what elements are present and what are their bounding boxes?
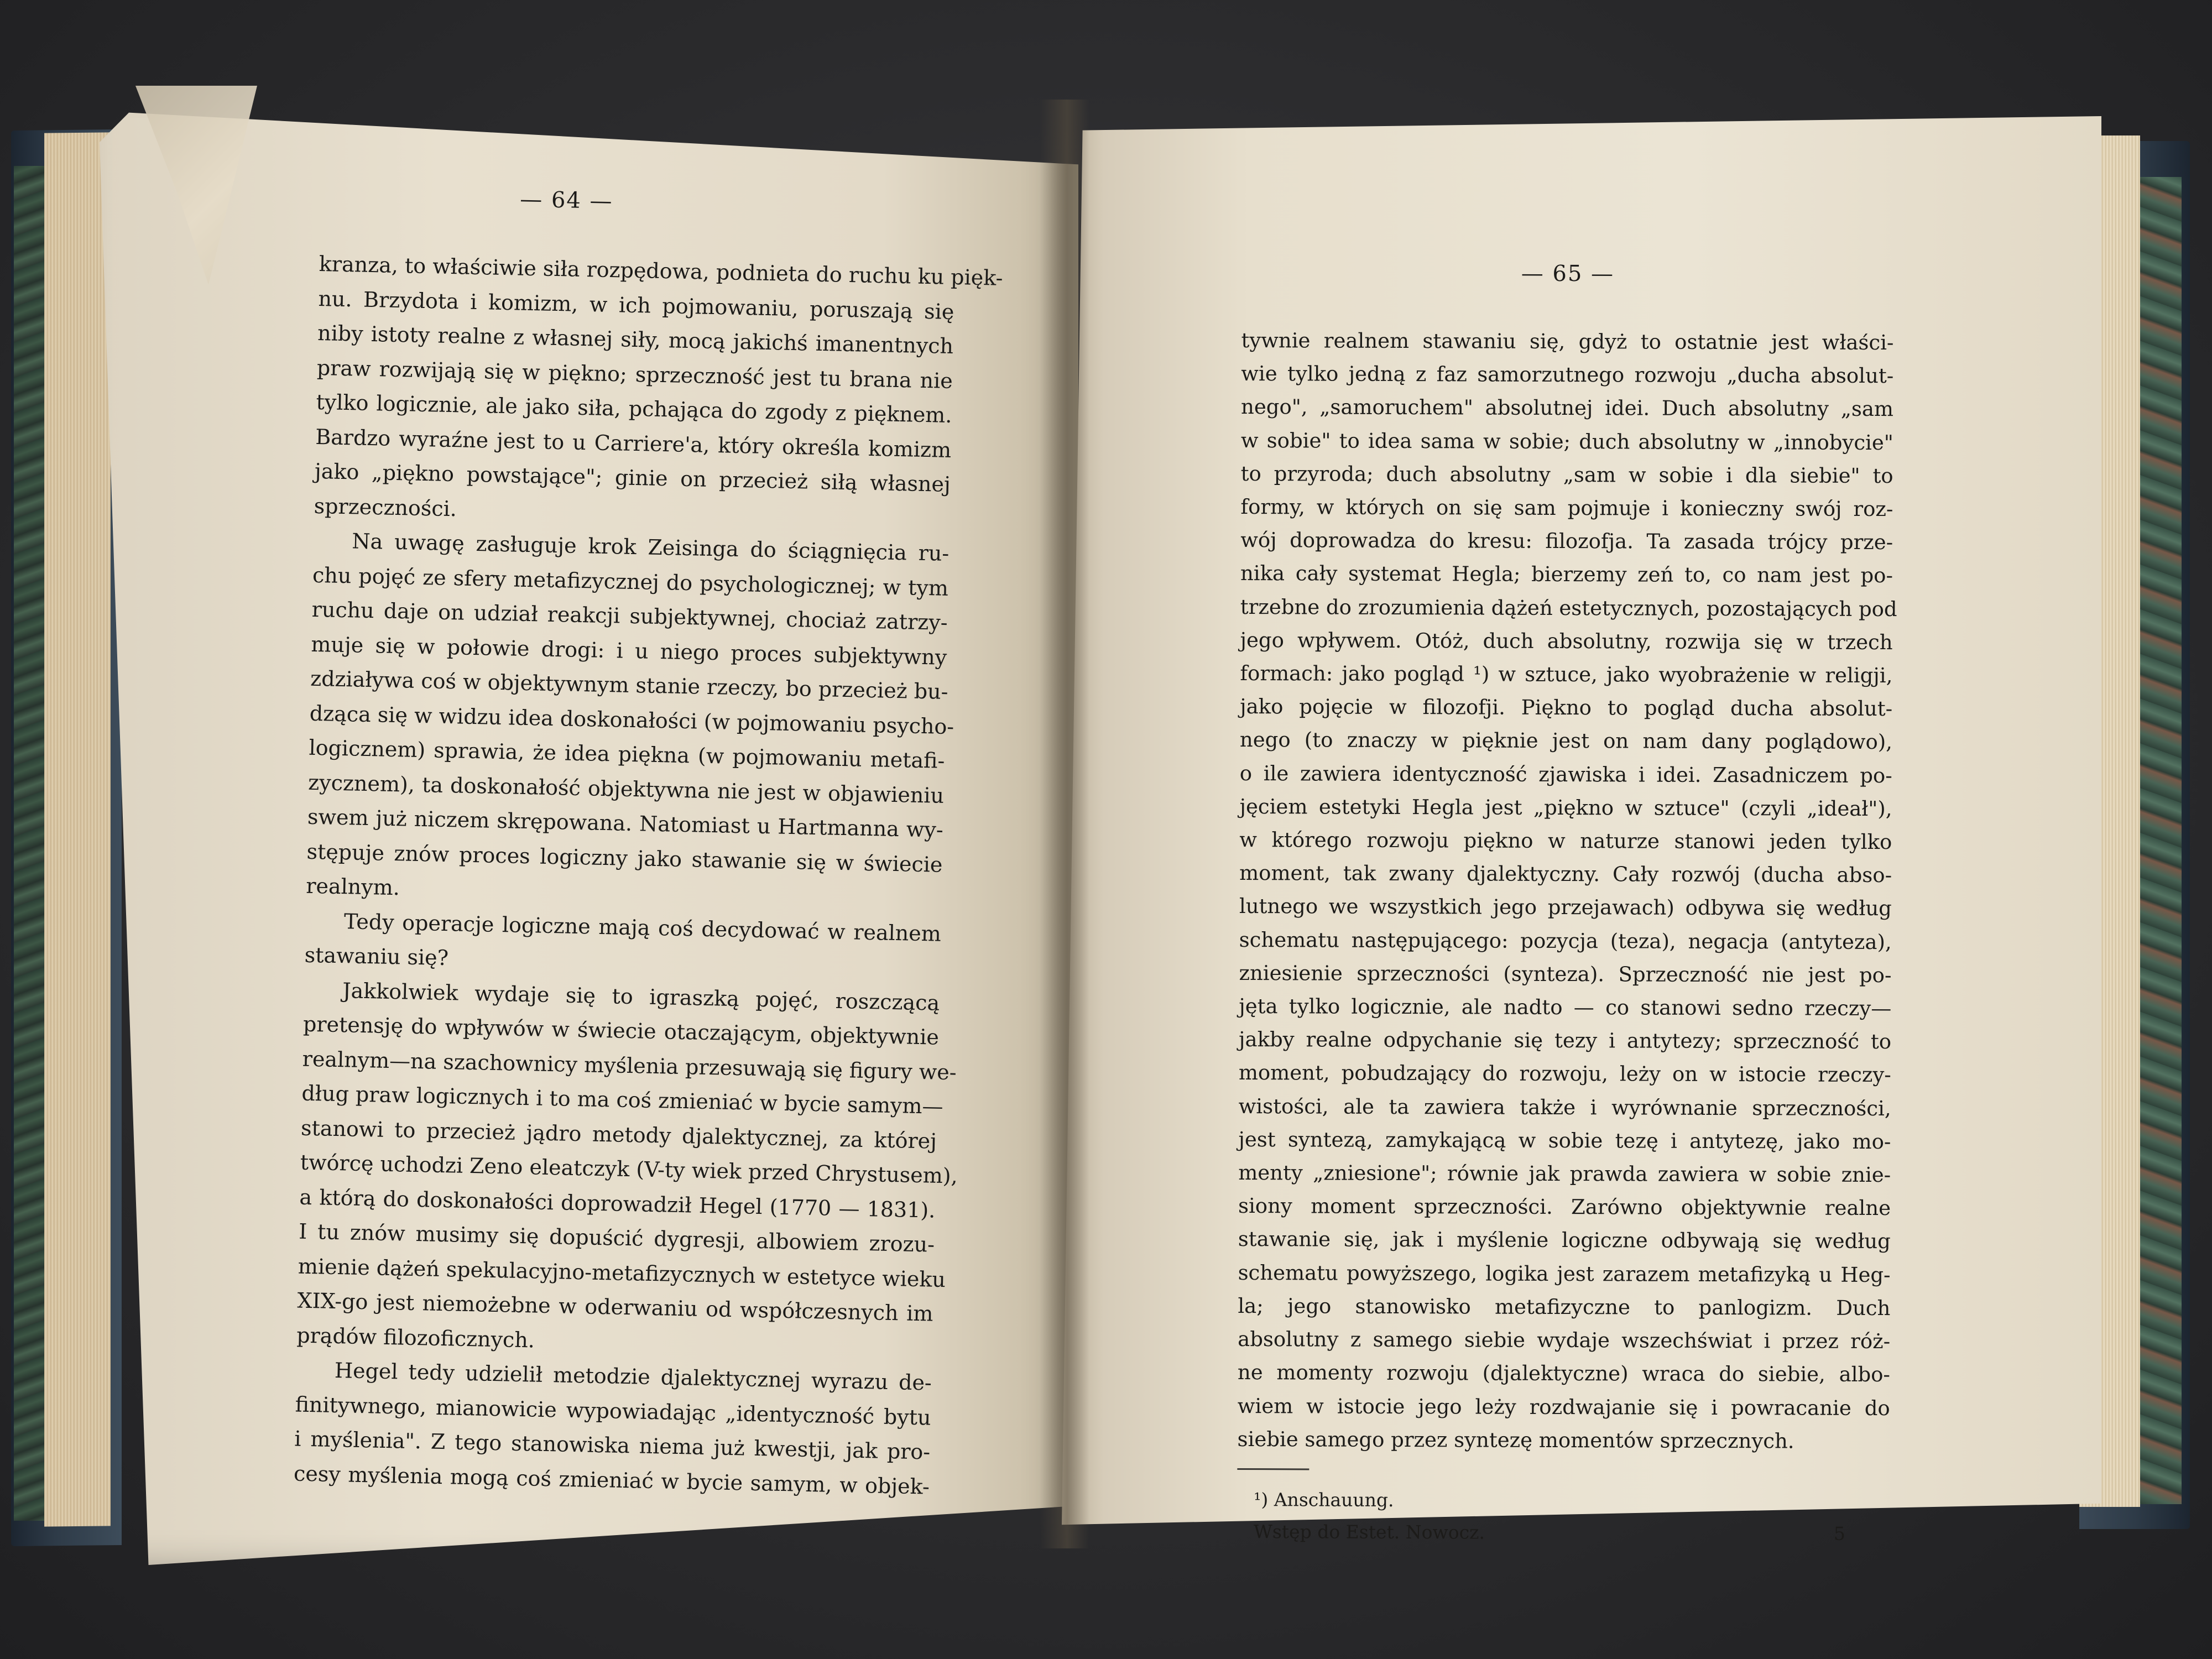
text-line: wistości, ale ta zawiera także i wyrównanie sprzeczności, [1238, 1094, 1891, 1120]
text-line: Jakkolwiek wydaje się to igraszką pojęć, roszczącą [342, 978, 940, 1015]
text-line: siebie samego przez syntezę momentów sprzecznych. [1237, 1427, 1794, 1453]
text-line: stawanie się, jak i myślenie logiczne odbywają się według [1238, 1227, 1891, 1254]
text-line: jest syntezą, zamykającą w sobie tezę i antytezę, jako mo- [1238, 1127, 1891, 1154]
text-line: jakby realne odpychanie się tezy i antytezy; sprzeczność to [1239, 1027, 1892, 1054]
text-line: ne momenty rozwoju (djalektyczne) wraca do siebie, albo- [1237, 1360, 1891, 1387]
text-line: trzebne do zrozumienia dążeń estetycznych, pozostających pod [1240, 594, 1897, 621]
text-line: absolutny z samego siebie wydaje wszechświat i przez róż- [1238, 1327, 1891, 1354]
text-line: tywnie realnem stawaniu się, gdyż to ostatnie jest właści- [1241, 328, 1894, 355]
text-line: cesy myślenia mogą coś zmieniać w bycie samym, w objek- [293, 1460, 930, 1499]
text-line: pretensję do wpływów w świecie otaczającym, objektywnie [302, 1011, 940, 1050]
text-line: w sobie" to idea sama w sobie; duch absolutny w „innobycie" [1240, 428, 1893, 455]
text-line: la; jego stanowisko metafizyczne to panlogizm. Duch [1238, 1293, 1891, 1320]
text-line: Bardzo wyraźne jest to u Carriere'a, który określa komizm [315, 424, 952, 462]
text-line: jako „piękno powstające"; ginie on przecież siłą własnej [314, 458, 951, 497]
page-number: — 64 — [519, 186, 614, 215]
text-line: zdziaływa coś w objektywnym stanie rzeczy, bo przecież bu- [310, 666, 948, 704]
text-line: dług praw logicznych i to ma coś zmieniać w bycie samym— [301, 1081, 943, 1119]
footnote: ¹) Anschauung. [1254, 1488, 1394, 1511]
text-line: logicznem) sprawia, że idea piękna (w pojmowaniu metafi- [309, 735, 945, 773]
text-line: menty „zniesione"; równie jak prawda zawiera w sobie znie- [1238, 1161, 1891, 1187]
text-line: jako pojęcie w filozofji. Piękno to pogląd ducha absolut- [1240, 695, 1893, 721]
text-line: moment, pobudzający do rozwoju, leży on w istocie rzeczy- [1238, 1061, 1891, 1087]
text-line: moment, tak zwany djalektyczny. Cały rozwój (ducha abso- [1239, 861, 1892, 888]
text-line: nu. Brzydota i komizm, w ich pojmowaniu, poruszają się [318, 286, 954, 324]
text-line: finitywnego, mianowicie wypowiadając „identyczność bytu [295, 1392, 931, 1430]
text-line: schematu powyższego, logika jest zarazem metafizyką u Heg- [1238, 1260, 1891, 1287]
text-line: formach: jako pogląd ¹) w sztuce, jako wyobrażenie w religji, [1240, 661, 1893, 688]
text-line: stępuje znów proces logiczny jako stawanie się w świecie [306, 839, 943, 877]
text-line: niby istoty realne z własnej siły, mocą jakichś imanentnych [317, 320, 954, 359]
text-line: jęta tylko logicznie, ale nadto — co stanowi sedno rzeczy— [1239, 994, 1892, 1021]
text-line: Tedy operacje logiczne mają coś decydować w realnem [343, 909, 942, 946]
text-line: wiem w istocie jego leży rozdwajanie się i powracanie do [1237, 1394, 1890, 1420]
footnote-divider [1237, 1468, 1309, 1470]
left-page-text [293, 182, 1003, 1504]
right-page-text [1237, 260, 1897, 1551]
text-line: twórcę uchodzi Zeno eleatczyk (V-ty wiek przed Chrystusem), [300, 1150, 958, 1188]
text-line: zycznem), ta doskonałość objektywna nie jest w objawieniu [307, 770, 945, 808]
text-line: realnym—na szachownicy myślenia przesuwają się figury we- [302, 1046, 957, 1084]
text-line: XIX-go jest niemożebne w oderwaniu od współczesnych im [297, 1288, 933, 1326]
text-line: muje się w połowie drogi: i u niego proces subjektywny [311, 632, 947, 670]
text-line: w którego rozwoju piękno w naturze stanowi jeden tylko [1239, 828, 1892, 854]
text-line: praw rozwijają się w piękno; sprzeczność jest tu brana nie [316, 355, 953, 393]
signature-title: Wstęp do Estet. Nowocz. [1253, 1520, 1485, 1543]
text-line: siony moment sprzeczności. Zarówno objektywnie realne [1238, 1194, 1891, 1220]
text-line: wie tylko jedną z faz samorzutnego rozwoju „ducha absolut- [1241, 362, 1894, 388]
text-line: chu pojęć ze sfery metafizycznej do psychologicznej; w tym [312, 562, 949, 601]
text-line: zniesienie sprzeczności (synteza). Sprzeczność nie jest po- [1239, 961, 1892, 987]
text-line: sprzeczności. [314, 493, 457, 521]
text-line: kranza, to właściwie siła rozpędowa, podnieta do ruchu ku pięk- [319, 251, 1003, 290]
text-line: lutnego we wszystkich jego przejawach) odbywa się według [1239, 894, 1892, 921]
text-line: jęciem estetyki Hegla jest „piękno w sztuce" (czyli „ideał"), [1239, 794, 1892, 821]
text-line: I tu znów musimy się dopuścić dygresji, albowiem zrozu- [298, 1219, 935, 1257]
text-line: swem już niczem skrępowana. Natomiast u Hartmanna wy- [307, 804, 944, 842]
page-stack-left [44, 132, 111, 1526]
text-line: dząca się w widzu idea doskonałości (w pojmowaniu psycho- [309, 701, 954, 739]
text-line: mienie dążeń spekulacyjno-metafizycznych w estetyce wieku [298, 1254, 946, 1292]
text-line: nika cały systemat Hegla; bierzemy zeń to, co nam jest po- [1240, 561, 1893, 588]
text-line: prądów filozoficznych. [296, 1323, 535, 1353]
text-line: o ile zawiera identyczność zjawiska i idei. Zasadniczem po- [1239, 761, 1892, 787]
text-line: schematu następującego: pozycja (teza), negacja (antyteza), [1239, 927, 1892, 954]
text-line: realnym. [305, 873, 400, 900]
text-line: nego", „samoruchem" absolutnej idei. Duch absolutny „sam [1240, 395, 1894, 421]
text-line: i myślenia". Z tego stanowiska niema już kwestji, jak pro- [294, 1426, 931, 1464]
text-line: wój doprowadza do kresu: filozofja. Ta zasada trójcy prze- [1240, 528, 1893, 555]
text-line: nego (to znaczy w pięknie jest on nam dany poglądowo), [1239, 728, 1893, 754]
text-line: stawaniu się? [304, 942, 449, 971]
text-line: stanowi to przecież jądro metody djalektycznej, za której [300, 1115, 937, 1154]
signature-number: 5 [1833, 1522, 1846, 1545]
page-number: — 65 — [1521, 260, 1615, 287]
book-gutter [1040, 100, 1089, 1548]
text-line: Hegel tedy udzielił metodzie djalektycznej wyrazu de- [334, 1358, 932, 1395]
text-line: tylko logicznie, ale jako siła, pchająca do zgody z pięknem. [316, 389, 952, 427]
text-line: formy, w których on się sam pojmuje i konieczny swój roz- [1240, 495, 1893, 521]
printer-signature [1237, 1515, 1845, 1551]
text-line: to przyroda; duch absolutny „sam w sobie i dla siebie" to [1240, 461, 1893, 488]
text-line: jego wpływem. Otóż, duch absolutny, rozwija się w trzech [1240, 628, 1893, 654]
text-line: Na uwagę zasługuje krok Zeisinga do ściągnięcia ru- [351, 529, 950, 566]
text-line: a którą do doskonałości doprowadził Hegel (1770 — 1831). [299, 1185, 936, 1223]
text-line: ruchu daje on udział reakcji subjektywnej, chociaż zatrzy- [311, 597, 948, 635]
